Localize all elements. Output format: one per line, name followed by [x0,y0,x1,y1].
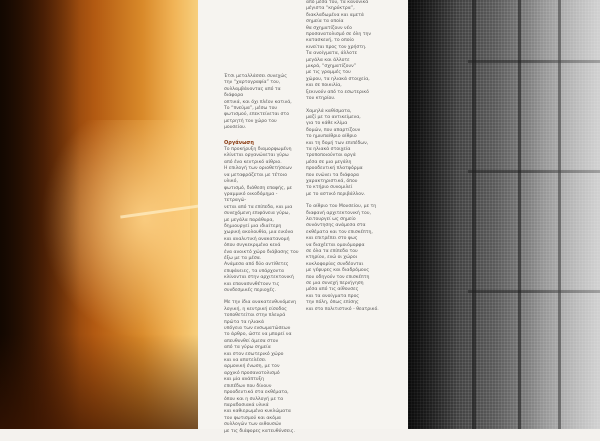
photo-floor [0,334,198,429]
column2-bottom-paragraph: Το αίθριο του Μουσείου, με τη διαφανή αρχιτεκτονική του, λειτουργεί ως σημείο συνάντησης ανάμεσα στα εκθέματα και τον επισκέπτη, και επιτρέπει στο φως να διαχέεται ομοιόμορφα σε όλα τα επίπεδα του κτηρίου, ενώ οι χώροι κυκλοφορίας συνδέονται με γέφυρες και διαδρόμους που οδηγούν τον επισκέπτη σε μια συνεχή περιήγηση μέσα από τις αίθουσες και τα ανοίγματα προς την πόλη, όπως επίσης και στο πολιτιστικό - θεατρικό. [306,204,379,312]
text-column-2 [306,0,386,319]
column2-top-paragraph: από μέσα του, τα κανονικά μέγιστα “κηρύκτρα”, διακλαδωμένα και αμετά σημεία τα οποία θα σχηματίζουν νέο προσανατολισμό σε όλη την κατασκευή, το οποίο κινείται προς τον χρήστη. Τα ανοίγματα, άλλοτε μεγάλα και άλλοτε μικρά, “σχηματίζουν” με τις γραμμές του χώρου, τα ηλιακά στοιχεία, και σε ποικιλία, ξεκινούν από το εσωτερικό του κτηρίου. [306,0,371,102]
steel-post [518,0,521,429]
steel-post [472,0,476,429]
text-column-1 [224,74,300,441]
daylight-wash [528,0,600,429]
photo-vignette [408,0,458,429]
intro-paragraph: Έτσι μεταλλάσσει συνεχώς την “χαρτογραφία” του, συλλαμβάνοντας από τα διάφορα οπτικά, και όχι πλέον κατινά, Το “πνεύμα”, μέσω του φωτισμού, επεκτείνεται στο μετρητή τον χώρο του μουσείου. [224,74,292,131]
body-paragraph-2: Με την ίδια ανακατευθυνόμενη λογική, η κεντρική είσοδος τοποθετείται στην πλευρά πρώτα τα ηλιακά υπόγεια των ενσωματώσεων το άρθρο, ώστε να μπορεί να απευθυνθεί άμεσα στον από τα γύρω σημεία και στον εσωτερικό χώρο και να αποτελέσει αρμονική ένωση, με τον αρχικό προσανατολισμό και μία ανάπτυξη επιπέδων που δίνουν προοδευτικά στα εκθέματα, όπου και η συλλογή με τα παραδοσιακά υλικά και καθιερωμένα κυκλώματα του φωτισμού και ακόμα συλλογών των αιθουσών με τις διάφορες κατευθύνσεις. [224,300,297,434]
photo-mesh-corridor [408,0,600,429]
section-heading: Οργάνωση [224,139,254,146]
photo-curved-wall [0,0,198,429]
text-page [198,0,408,434]
column2-middle-paragraph: Χαμηλά καθίσματα, μαζί με τα αντικείμενα, για το κάθε κλίμα δομών, που απαρτίζουν το ημιυπαίθριο αίθριο και τη δομή των επιπέδων, τα ηλιακά στοιχεία τροποποιούνται αργά μέσα σε μια μεγάλη προοδευτική πλατφόρμα που ενώνει τα διάφορα χαρακτηριστικά, όπου το κτήριο συνομιλεί με το αστικό περιβάλλον. [306,108,369,197]
body-paragraph-1: Το προκήρυξη διαμορφωμένη κλίνεται οργανώνεται γύρω από ένα κεντρικό αίθριο. Η επιλογή των οριοθετήσεων να μεταφράζεται με τέτοιο υλικό, φωτισμό, διάθεση επαφής, με γραμμικό οικοδόμημα - τετραγώ- νεται από τα επίπεδα, και μια συνεχόμενη επιφάνεια γύρω, με μεγάλα παράθυρα, δημιουργεί μια ιδιαίτερη χωρική ακολουθία, μια εικόνα και αναλυτική ανακατανομή όπου συγκεκριμένα κενά ένα ανοικτό χώρο διάβασης του έξω με τα μέσα. Ανάμεσα από δύο αντίθετες επιφάνειες, τα υπάρχοντα κλίνονται στην αρχιτεκτονική και επανασυνθέτουν τις συνδεσμικές περιοχές. [224,147,299,293]
